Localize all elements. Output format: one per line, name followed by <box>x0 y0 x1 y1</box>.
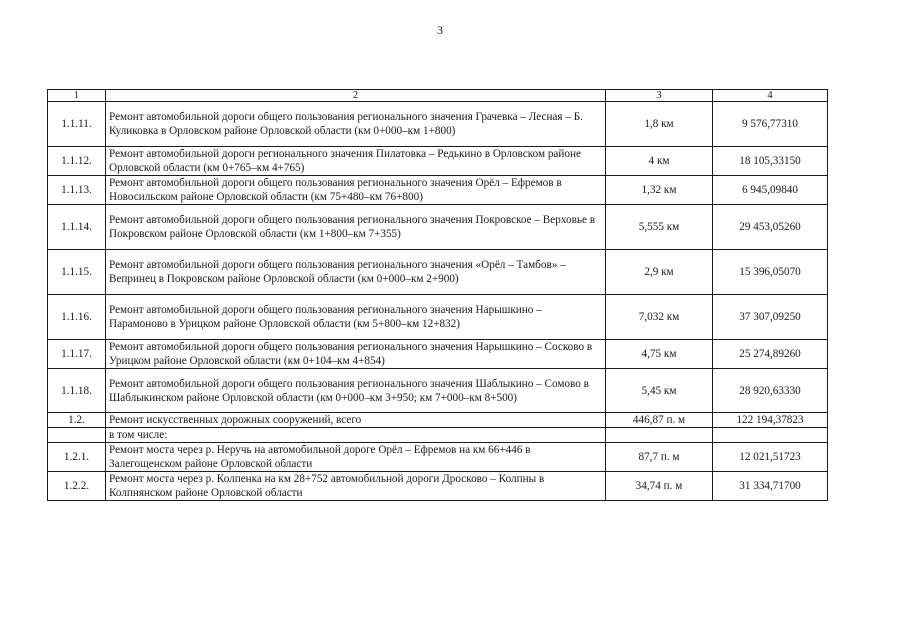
row-description: Ремонт автомобильной дороги общего пользования регионального значения Грачевка – Лесная – Б. Куликовка в Орловском районе Орловской области (км 0+000–км 1+800) <box>106 102 606 147</box>
table-row <box>48 102 828 147</box>
row-cost: 9 576,77310 <box>713 102 828 147</box>
table-row <box>48 340 828 369</box>
row-description: в том числе: <box>106 428 606 443</box>
row-number: 1.1.11. <box>48 102 106 147</box>
column-header-1: 1 <box>48 90 106 102</box>
table-row <box>48 205 828 250</box>
row-cost: 28 920,63330 <box>713 369 828 413</box>
row-cost <box>713 428 828 443</box>
row-cost: 37 307,09250 <box>713 295 828 340</box>
table-row <box>48 295 828 340</box>
row-description: Ремонт моста через р. Неручь на автомобильной дороге Орёл – Ефремов на км 66+446 в Залегощенском районе Орловской области <box>106 443 606 472</box>
works-table <box>47 89 828 501</box>
row-cost: 12 021,51723 <box>713 443 828 472</box>
row-cost: 31 334,71700 <box>713 472 828 501</box>
row-number: 1.1.15. <box>48 250 106 295</box>
table-row <box>48 147 828 176</box>
row-number: 1.1.12. <box>48 147 106 176</box>
row-description: Ремонт искусственных дорожных сооружений, всего <box>106 413 606 428</box>
row-description: Ремонт автомобильной дороги общего пользования регионального значения Нарышкино – Парамоново в Урицком районе Орловской области (км 5+800–км 12+832) <box>106 295 606 340</box>
table-row-total <box>48 413 828 428</box>
table-row <box>48 472 828 501</box>
row-quantity: 5,45 км <box>606 369 713 413</box>
column-header-4: 4 <box>713 90 828 102</box>
row-quantity: 1,8 км <box>606 102 713 147</box>
row-quantity: 5,555 км <box>606 205 713 250</box>
row-description: Ремонт автомобильной дороги общего пользования регионального значения Покровское – Верховье в Покровском районе Орловской области (км 1+800–км 7+355) <box>106 205 606 250</box>
row-number: 1.1.16. <box>48 295 106 340</box>
row-description: Ремонт автомобильной дороги общего пользования регионального значения «Орёл – Тамбов» – Вепринец в Покровском районе Орловской области (км 0+000–км 2+900) <box>106 250 606 295</box>
row-quantity: 7,032 км <box>606 295 713 340</box>
table-row <box>48 250 828 295</box>
row-number: 1.1.14. <box>48 205 106 250</box>
row-cost: 29 453,05260 <box>713 205 828 250</box>
row-number: 1.1.17. <box>48 340 106 369</box>
row-quantity: 4 км <box>606 147 713 176</box>
row-number: 1.2.1. <box>48 443 106 472</box>
table-row <box>48 176 828 205</box>
header-row <box>48 90 828 102</box>
row-cost: 25 274,89260 <box>713 340 828 369</box>
row-cost: 15 396,05070 <box>713 250 828 295</box>
table-row <box>48 443 828 472</box>
row-quantity: 446,87 п. м <box>606 413 713 428</box>
row-quantity: 87,7 п. м <box>606 443 713 472</box>
row-cost: 6 945,09840 <box>713 176 828 205</box>
column-header-3: 3 <box>606 90 713 102</box>
row-cost: 122 194,37823 <box>713 413 828 428</box>
table-row <box>48 369 828 413</box>
row-description: Ремонт автомобильной дороги общего пользования регионального значения Шаблыкино – Сомово в Шаблыкинском районе Орловской области (км 0+000–км 3+950; км 7+000–км 8+500) <box>106 369 606 413</box>
row-cost: 18 105,33150 <box>713 147 828 176</box>
row-quantity: 2,9 км <box>606 250 713 295</box>
table-row-including <box>48 428 828 443</box>
row-number: 1.2.2. <box>48 472 106 501</box>
row-description: Ремонт автомобильной дороги общего пользования регионального значения Орёл – Ефремов в Новосильском районе Орловской области (км 75+480–км 76+800) <box>106 176 606 205</box>
row-number: 1.1.18. <box>48 369 106 413</box>
row-quantity: 34,74 п. м <box>606 472 713 501</box>
column-header-2: 2 <box>106 90 606 102</box>
row-quantity: 1,32 км <box>606 176 713 205</box>
row-quantity <box>606 428 713 443</box>
row-description: Ремонт автомобильной дороги регионального значения Пилатовка – Редькино в Орловском районе Орловской области (км 0+765–км 4+765) <box>106 147 606 176</box>
row-description: Ремонт автомобильной дороги общего пользования регионального значения Нарышкино – Сосково в Урицком районе Орловской области (км 0+104–км 4+854) <box>106 340 606 369</box>
row-number: 1.2. <box>48 413 106 428</box>
row-description: Ремонт моста через р. Колпенка на км 28+752 автомобильной дороги Дросково – Колпны в Колпнянском районе Орловской области <box>106 472 606 501</box>
page-number: 3 <box>437 23 443 37</box>
row-number: 1.1.13. <box>48 176 106 205</box>
row-quantity: 4,75 км <box>606 340 713 369</box>
row-number <box>48 428 106 443</box>
